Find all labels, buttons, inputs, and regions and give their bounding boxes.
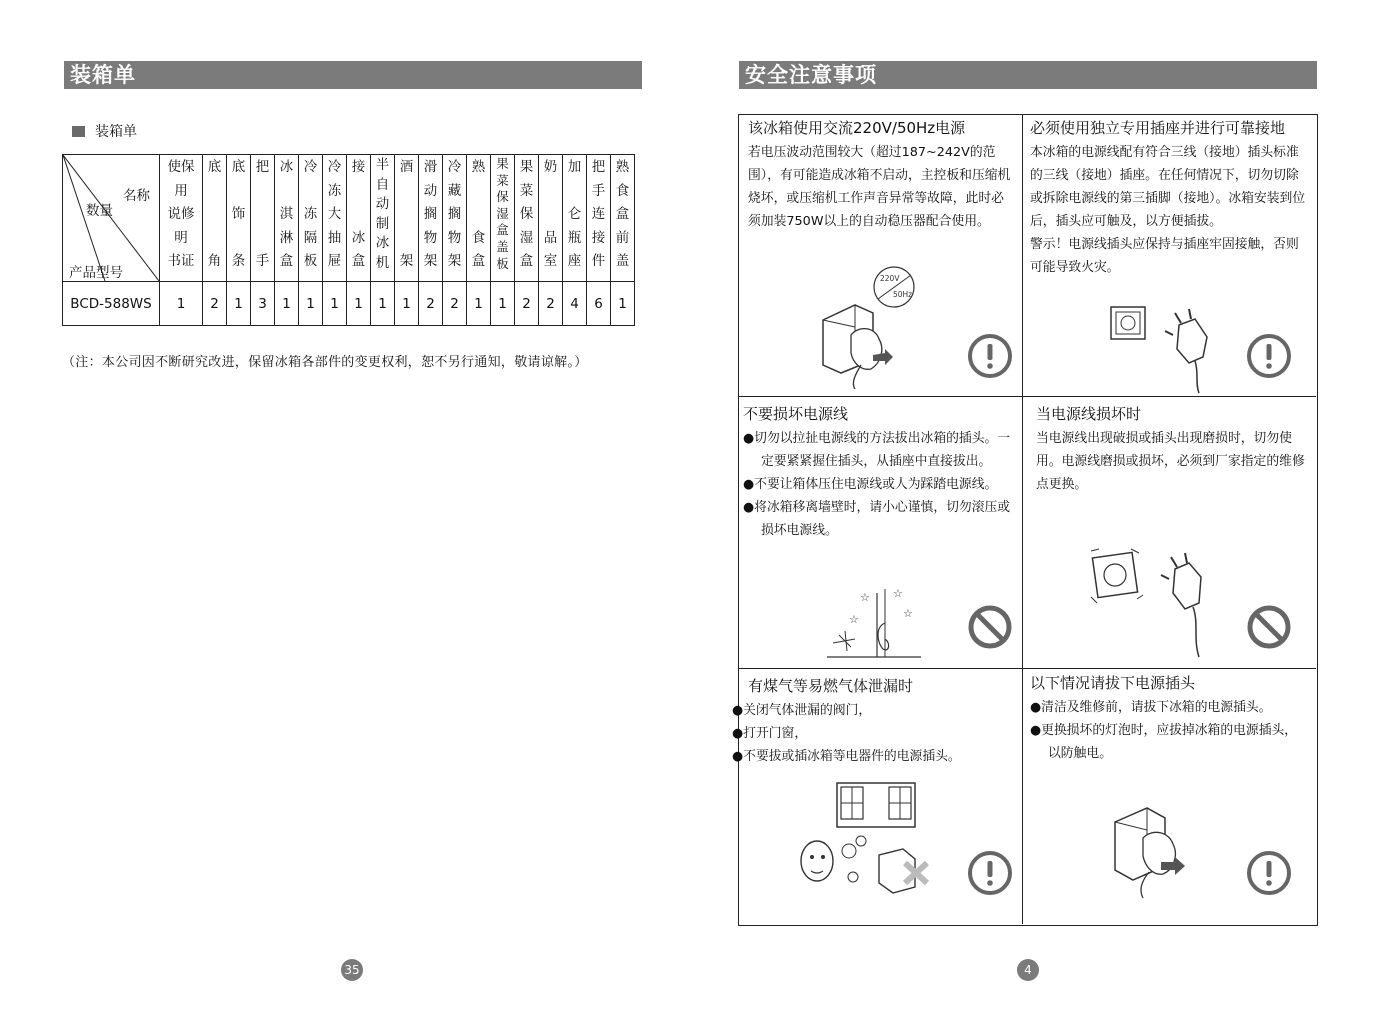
table-row xyxy=(63,282,635,326)
bullet-item: ●更换损坏的灯泡时，应拔掉冰箱的电源插头，以防触电。 xyxy=(1030,723,1298,761)
qty-cell: 1 xyxy=(299,282,323,326)
cell-title: 该冰箱使用交流220V/50Hz电源 xyxy=(748,119,966,137)
svg-text:☆: ☆ xyxy=(860,591,870,604)
damaged-plug-illustration-icon xyxy=(1089,547,1219,659)
qty-cell: 6 xyxy=(587,282,611,326)
safety-cell-unplug xyxy=(1030,670,1306,765)
column-header: 熟 食 盒 前 盖 xyxy=(611,155,635,282)
column-header: 把 手 连 接 件 xyxy=(587,155,611,282)
qty-cell: 1 xyxy=(467,282,491,326)
column-header: 熟 食 盒 xyxy=(467,155,491,282)
column-header: 冰 淇 淋 盒 xyxy=(275,155,299,282)
bullet-item: ●切勿以拉扯电源线的方法拔出冰箱的插头。一定要紧紧握住插头，从插座中直接拔出。 xyxy=(743,431,1011,469)
prohibited-icon xyxy=(967,604,1013,650)
page-number-right: 4 xyxy=(1017,959,1039,981)
safety-cell-protect-cord xyxy=(743,401,1017,542)
column-header: 果 菜 保 湿 盒 xyxy=(515,155,539,282)
socket-plug-illustration-icon xyxy=(1107,305,1217,395)
cell-body: 若电压波动范围较大（超过187~242V的范围），有可能造成冰箱不启动，主控板和压缩机烧坏，或压缩机工作声音异常等故障，此时必须加装750W以上的自动稳压器配合使用。 xyxy=(748,145,1011,229)
square-bullet-icon xyxy=(72,126,85,137)
cell-title: 必须使用独立专用插座并进行可靠接地 xyxy=(1030,119,1286,137)
grid-divider-vertical xyxy=(1022,115,1023,924)
caution-icon xyxy=(967,333,1013,379)
page-number-left: 35 xyxy=(341,959,363,981)
qty-cell: 1 xyxy=(275,282,299,326)
caution-icon xyxy=(967,850,1013,896)
column-header: 使保 用 说修 明 书证 xyxy=(160,155,203,282)
grid-divider-horizontal xyxy=(739,668,1316,669)
svg-text:☆: ☆ xyxy=(903,607,913,620)
prohibited-icon xyxy=(1246,604,1292,650)
qty-cell: 3 xyxy=(251,282,275,326)
unplug-illustration-icon xyxy=(1109,800,1209,900)
table-header-row xyxy=(63,155,635,282)
column-header: 接 冰 盒 xyxy=(347,155,371,282)
column-header: 冷 冻 大 抽 屉 xyxy=(323,155,347,282)
column-header: 奶 品 室 xyxy=(539,155,563,282)
subheading-text: 装箱单 xyxy=(95,124,137,140)
cell-title: 有煤气等易燃气体泄漏时 xyxy=(748,677,914,695)
grid-divider-horizontal xyxy=(739,396,1316,397)
safety-header: 安全注意事项 xyxy=(739,61,1317,89)
svg-text:☆: ☆ xyxy=(893,587,903,600)
corner-name-label: 名称 xyxy=(123,188,150,204)
cell-title: 以下情况请拔下电源插头 xyxy=(1030,674,1196,692)
qty-cell: 2 xyxy=(419,282,443,326)
corner-model-label: 产品型号 xyxy=(69,265,123,281)
bullet-item: ●不要让箱体压住电源线或人为踩踏电源线。 xyxy=(743,477,998,492)
table-corner-cell xyxy=(63,155,160,282)
safety-grid xyxy=(732,114,1318,926)
column-header: 把 手 xyxy=(251,155,275,282)
bullet-item: ●不要拔或插冰箱等电器件的电源插头。 xyxy=(732,749,961,764)
qty-cell: 2 xyxy=(539,282,563,326)
column-header: 酒 架 xyxy=(395,155,419,282)
column-header: 冷 冻 隔 板 xyxy=(299,155,323,282)
qty-cell: 2 xyxy=(443,282,467,326)
cell-body: 本冰箱的电源线配有符合三线（接地）插头标准的三线（接地）插座。在任何情况下，切勿切除或拆除电源线的第三插脚（接地）。冰箱安装到位后，插头应可触及，以方便插拔。 xyxy=(1030,145,1306,229)
cell-title: 不要损坏电源线 xyxy=(743,405,849,423)
frequency-label: 50Hz xyxy=(893,290,913,299)
safety-cell-grounding xyxy=(1030,115,1310,279)
cell-title: 当电源线损坏时 xyxy=(1036,405,1142,423)
cell-body: 当电源线出现破损或插头出现磨损时，切勿使用。电源线磨损或损坏，必须到厂家指定的维修点更换。 xyxy=(1036,431,1305,492)
qty-cell: 2 xyxy=(203,282,227,326)
qty-cell: 1 xyxy=(371,282,395,326)
column-header: 底 饰 条 xyxy=(227,155,251,282)
packing-list-table xyxy=(62,154,635,326)
qty-cell: 1 xyxy=(227,282,251,326)
qty-cell: 4 xyxy=(563,282,587,326)
column-header: 冷 藏 搁 物 架 xyxy=(443,155,467,282)
qty-cell: 1 xyxy=(160,282,203,326)
corner-qty-label: 数量 xyxy=(86,203,113,219)
qty-cell: 1 xyxy=(323,282,347,326)
qty-cell: 1 xyxy=(491,282,515,326)
bullet-item: ●打开门窗， xyxy=(732,726,808,741)
column-header: 滑 动 搁 物 架 xyxy=(419,155,443,282)
voltage-label: 220V xyxy=(880,274,900,283)
qty-cell: 2 xyxy=(515,282,539,326)
caution-icon xyxy=(1246,333,1292,379)
bullet-item: ●关闭气体泄漏的阀门， xyxy=(732,703,872,718)
plug-voltage-illustration-icon xyxy=(815,265,925,390)
svg-text:☆: ☆ xyxy=(849,613,859,626)
model-cell: BCD-588WS xyxy=(63,282,160,326)
qty-cell: 1 xyxy=(395,282,419,326)
column-header: 半 自 动 制 冰 机 xyxy=(371,155,395,282)
disclaimer-note: （注：本公司因不断研究改进，保留冰箱各部件的变更权利，恕不另行通知，敬请谅解。） xyxy=(62,355,588,370)
gas-leak-illustration-icon xyxy=(777,779,947,897)
safety-cell-power-supply xyxy=(748,115,1016,233)
damaged-cord-illustration-icon xyxy=(825,583,925,663)
safety-cell-damaged-cord xyxy=(1036,401,1310,496)
qty-cell: 1 xyxy=(611,282,635,326)
column-header: 底 角 xyxy=(203,155,227,282)
bullet-item: ●将冰箱移离墙壁时，请小心谨慎，切勿滚压或损坏电源线。 xyxy=(743,500,1011,538)
safety-cell-gas-leak xyxy=(732,673,1020,768)
column-header: 加 仑 瓶 座 xyxy=(563,155,587,282)
packing-list-subheading xyxy=(72,121,137,141)
qty-cell: 1 xyxy=(347,282,371,326)
caution-icon xyxy=(1246,850,1292,896)
bullet-item: ●清洁及维修前，请拔下冰箱的电源插头。 xyxy=(1030,700,1272,715)
packing-list-header: 装箱单 xyxy=(64,61,642,89)
cell-warning: 警示！电源线插头应保持与插座牢固接触，否则可能导致火灾。 xyxy=(1030,237,1299,275)
column-header: 果 菜 保 湿 盒 盖 板 xyxy=(491,155,515,282)
